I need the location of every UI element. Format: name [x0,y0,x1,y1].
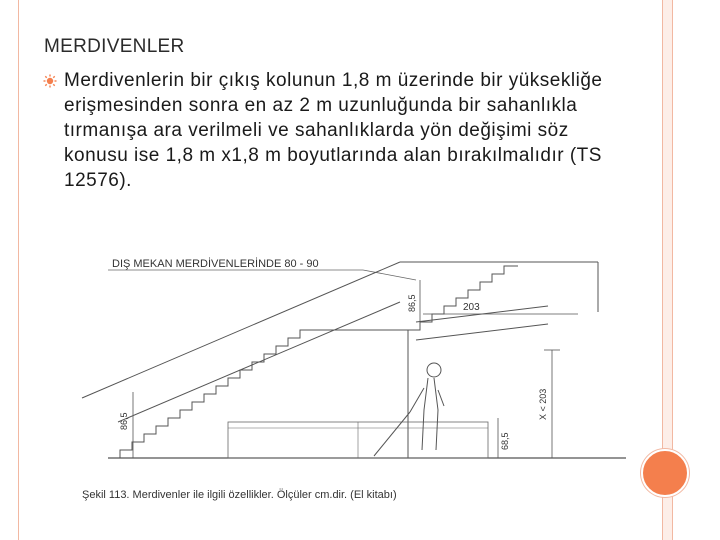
bullet-text: Merdivenlerin bir çıkış kolunun 1,8 m üzerinde bir yüksekliğe erişmesinden sonra en az 2 m uzunluğunda bir sahanlıkla tırmanışa ara verilmeli ve sahanlıklarda yön değişimi söz konusu ise 1,8 m x1,8 m boyutlarında alan bırakılmalıdır (TS 12576). [64,70,603,191]
dim-handrail: 68,5 [500,432,510,450]
left-frame-line [18,0,19,540]
dim-riser-lower: 86,5 [119,412,129,430]
upper-stair-steps [408,266,518,330]
figure-caption: Şekil 113. Merdivenler ile ilgili özellikler. Ölçüler cm.dir. (El kitabı) [82,489,397,501]
stair-diagram [78,250,626,508]
dim-riser-upper: 86,5 [407,294,417,312]
figure-header-label: DIŞ MEKAN MERDİVENLERİNDE 80 - 90 [112,258,319,270]
dim-headroom: X < 203 [538,388,548,420]
upper-handrail-lower [416,324,548,340]
decorative-circle [641,449,689,497]
dim-landing-length: 203 [463,302,480,313]
slide-title: MERDIVENLER [44,36,185,57]
lower-stair-steps [108,330,408,458]
sun-bullet-icon [43,74,57,88]
lower-handrail [118,302,400,422]
header-leader [363,270,416,280]
person-figure [374,363,444,456]
